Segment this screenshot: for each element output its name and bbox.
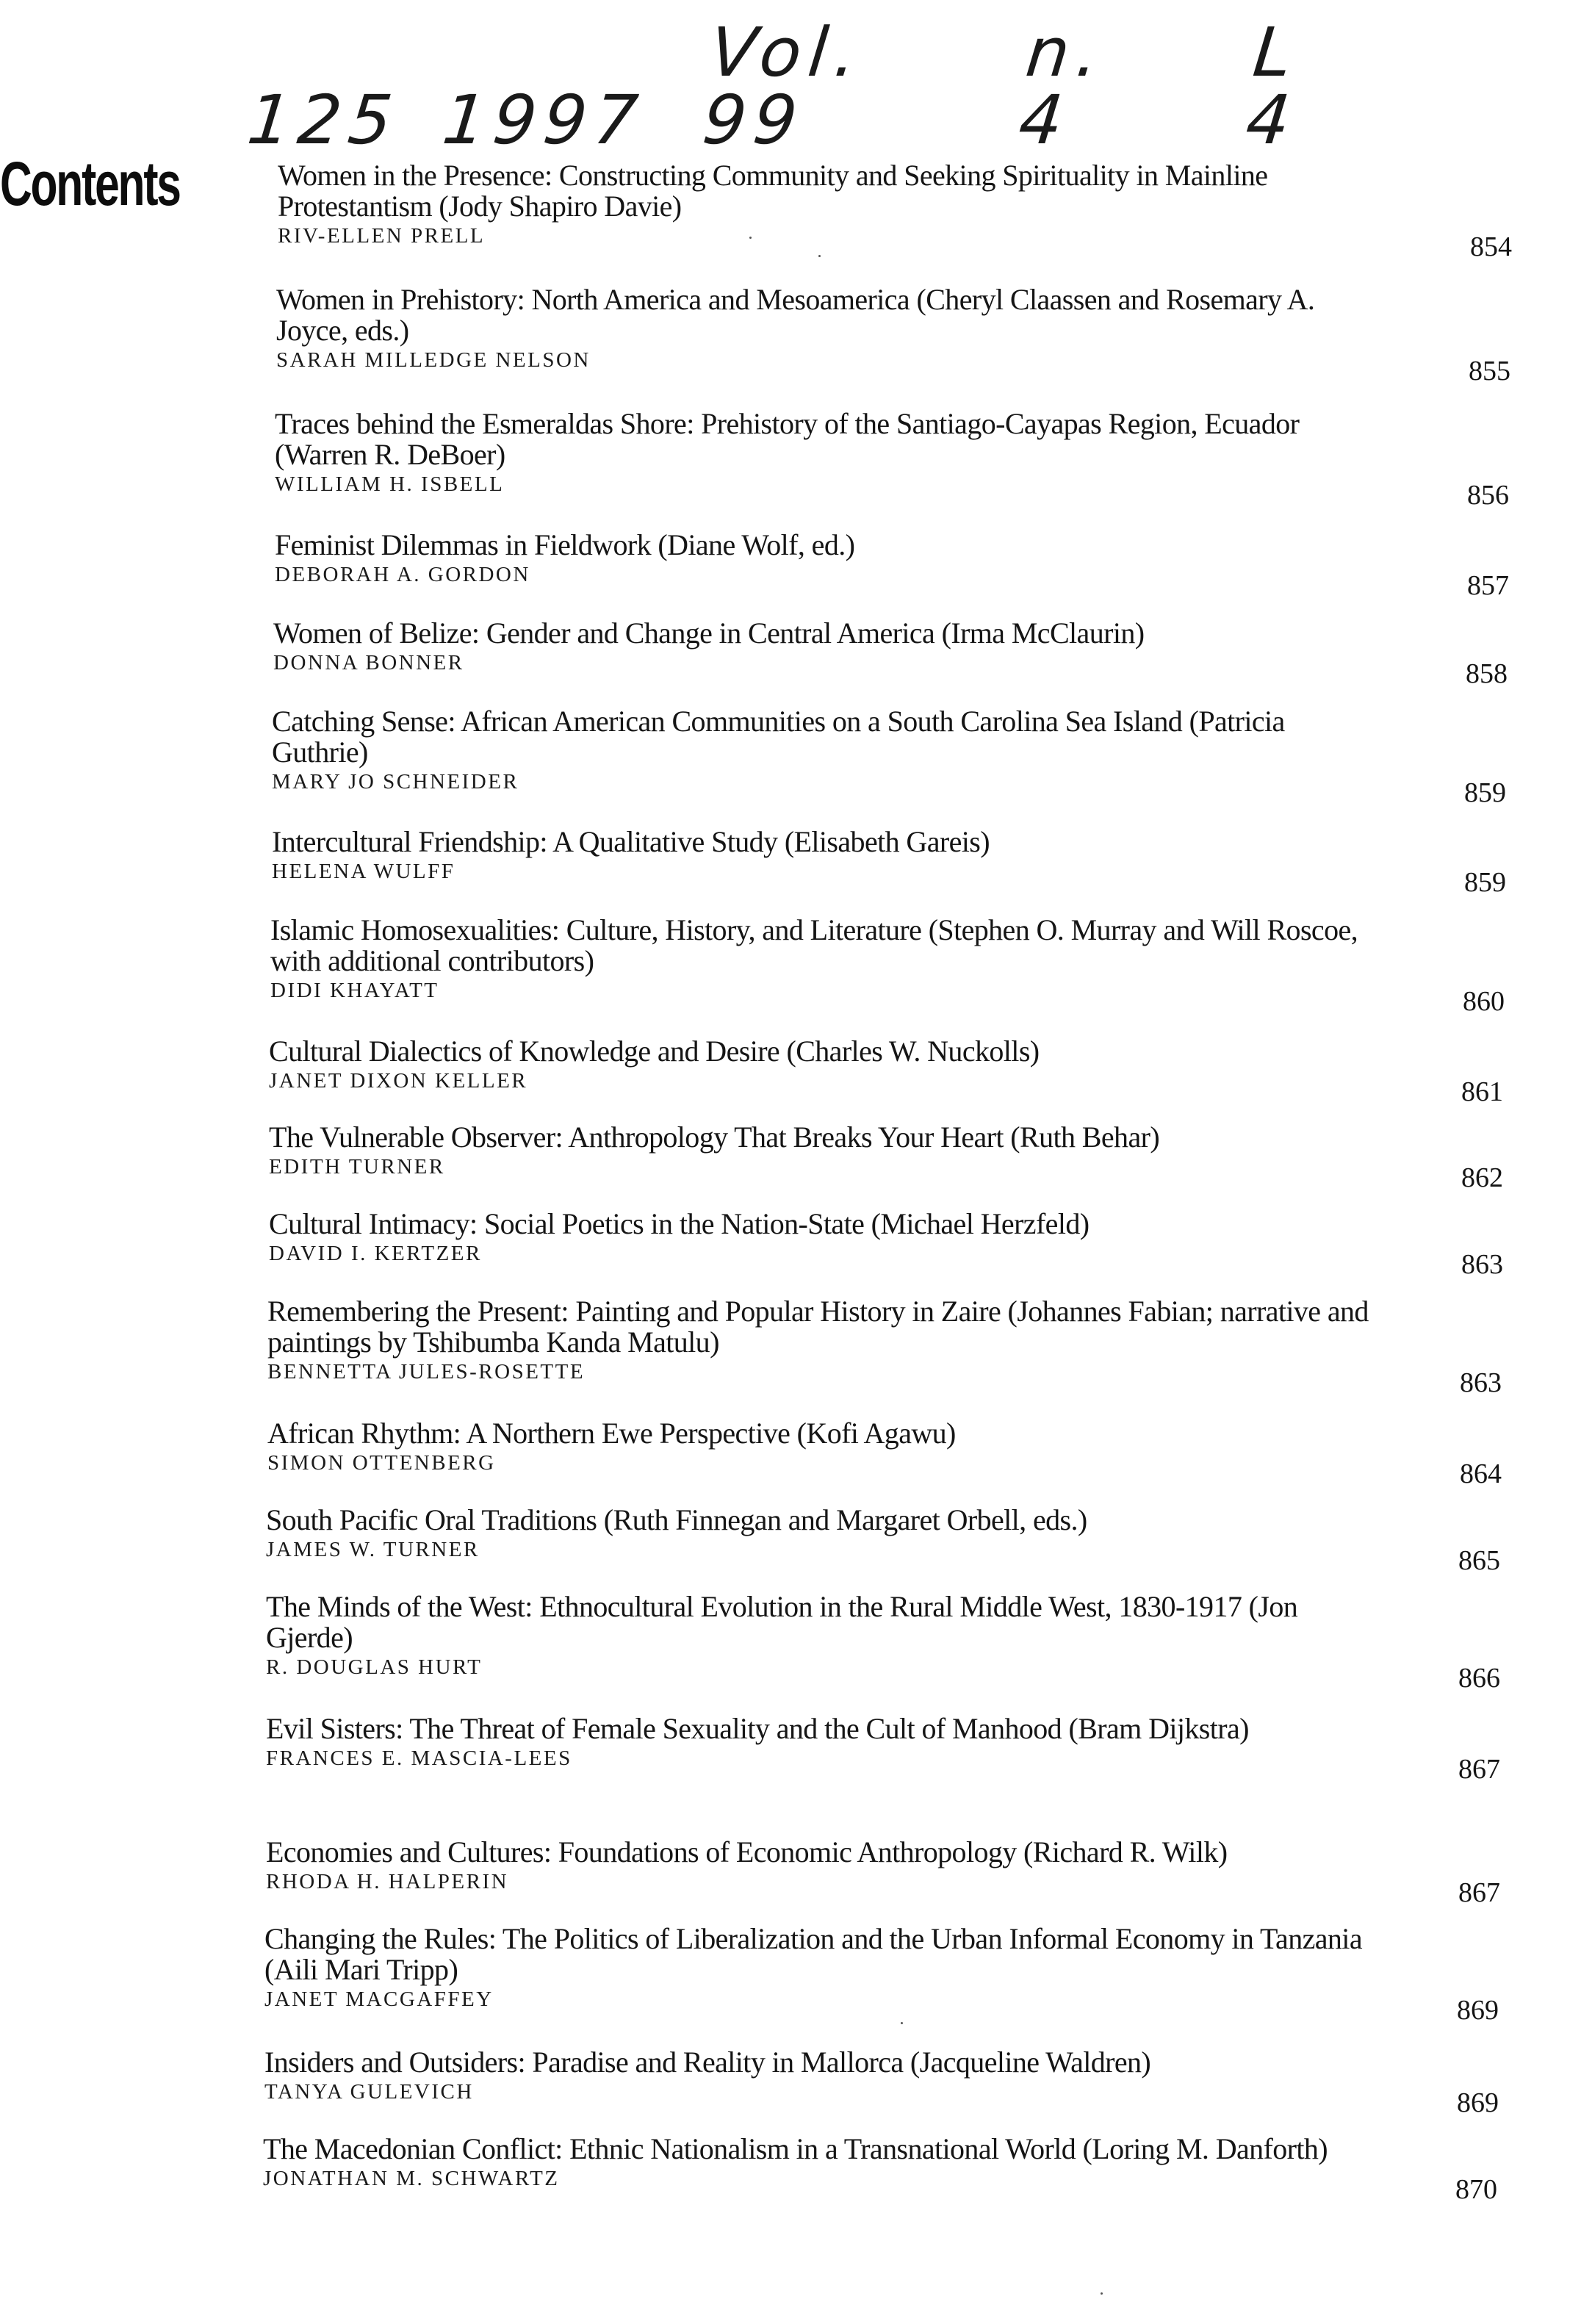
entry-reviewer: SARAH MILLEDGE NELSON [276, 348, 591, 372]
entry-page-number: 867 [1458, 1877, 1500, 1908]
paper-speck [818, 255, 821, 257]
entry-page-number: 855 [1469, 356, 1510, 386]
entry-reviewer: TANYA GULEVICH [264, 2080, 474, 2104]
entry-title: Economies and Cultures: Foundations of Economic Anthropology (Richard R. Wilk) [266, 1835, 1228, 1868]
entry-title: Cultural Dialectics of Knowledge and Desire (Charles W. Nuckolls) [269, 1035, 1040, 1068]
handwritten-note-part: 125 [243, 81, 403, 159]
entry-reviewer: MARY JO SCHNEIDER [272, 770, 519, 794]
contents-entry [266, 1590, 1500, 1694]
contents-heading: Contents [0, 149, 180, 218]
handwritten-note-part: 1997 [439, 81, 649, 159]
entry-reviewer: JANET DIXON KELLER [269, 1069, 528, 1093]
contents-entry [273, 616, 1508, 689]
entry-title: The Vulnerable Observer: Anthropology That Breaks Your Heart (Ruth Behar) [269, 1120, 1160, 1154]
contents-entry [264, 2046, 1499, 2118]
entry-page-number: 870 [1455, 2174, 1497, 2205]
entry-page-number: 864 [1460, 1458, 1502, 1489]
entry-page-number: 865 [1458, 1545, 1500, 1576]
entry-page-number: 856 [1467, 480, 1509, 511]
entry-title: Insiders and Outsiders: Paradise and Reality in Mallorca (Jacqueline Waldren) [264, 2046, 1151, 2079]
contents-entry [272, 705, 1506, 808]
entry-page-number: 867 [1458, 1754, 1500, 1785]
entry-title: South Pacific Oral Traditions (Ruth Finnegan and Margaret Orbell, eds.) [266, 1503, 1087, 1536]
paper-speck [1101, 2292, 1103, 2295]
contents-entry [272, 825, 1506, 898]
entry-page-number: 869 [1457, 2087, 1499, 2118]
contents-entry [263, 2132, 1497, 2205]
contents-entry [278, 159, 1512, 262]
paper-speck [901, 2022, 903, 2024]
entry-title: Traces behind the Esmeraldas Shore: Prehistory of the Santiago-Cayapas Region, Ecuador (Warren R. DeBoer) [275, 407, 1300, 471]
contents-entry [269, 1120, 1503, 1193]
entry-reviewer: EDITH TURNER [269, 1155, 445, 1179]
entry-reviewer: SIMON OTTENBERG [267, 1451, 496, 1475]
entry-page-number: 859 [1464, 867, 1506, 898]
entry-page-number: 858 [1466, 658, 1508, 689]
entry-title: Feminist Dilemmas in Fieldwork (Diane Wolf, ed.) [275, 528, 855, 561]
entry-title: Women in the Presence: Constructing Community and Seeking Spirituality in Mainline Protestantism (Jody Shapiro Davie) [278, 159, 1268, 223]
entry-page-number: 863 [1461, 1249, 1503, 1280]
contents-entry [276, 283, 1510, 386]
entry-title: Changing the Rules: The Politics of Liberalization and the Urban Informal Economy in Tanzania (Aili Mari Tripp) [264, 1922, 1362, 1986]
entry-reviewer: R. DOUGLAS HURT [266, 1655, 483, 1679]
entry-title: The Macedonian Conflict: Ethnic Nationalism in a Transnational World (Loring M. Danforth) [263, 2132, 1328, 2165]
entry-page-number: 863 [1460, 1367, 1502, 1398]
entry-reviewer: HELENA WULFF [272, 860, 455, 883]
entry-reviewer: RHODA H. HALPERIN [266, 1870, 509, 1893]
entry-reviewer: JAMES W. TURNER [266, 1538, 480, 1561]
handwritten-note-part: Vol. 99 [699, 13, 868, 159]
entry-title: Cultural Intimacy: Social Poetics in the Nation-State (Michael Herzfeld) [269, 1207, 1090, 1240]
paper-speck [749, 237, 752, 239]
entry-page-number: 861 [1461, 1076, 1503, 1107]
contents-entry [264, 1922, 1499, 2026]
entry-reviewer: DEBORAH A. GORDON [275, 563, 530, 586]
contents-entry [267, 1295, 1502, 1398]
entry-page-number: 859 [1464, 777, 1506, 808]
contents-entry [266, 1503, 1500, 1576]
entry-reviewer: DIDI KHAYATT [270, 979, 439, 1002]
entry-page-number: 866 [1458, 1663, 1500, 1694]
handwritten-note [243, 13, 1358, 159]
contents-entry [266, 1712, 1500, 1785]
entry-reviewer: BENNETTA JULES-ROSETTE [267, 1360, 586, 1384]
entry-title: Remembering the Present: Painting and Popular History in Zaire (Johannes Fabian; narrative and paintings by Tshibumba Kanda Matulu) [267, 1295, 1369, 1359]
entry-page-number: 869 [1457, 1995, 1499, 2026]
entry-page-number: 862 [1461, 1162, 1503, 1193]
entry-reviewer: RIV-ELLEN PRELL [278, 224, 486, 248]
contents-entry [270, 913, 1505, 1017]
contents-entry [266, 1835, 1500, 1908]
contents-entry [269, 1035, 1503, 1107]
entry-page-number: 854 [1470, 231, 1512, 262]
entry-title: Women of Belize: Gender and Change in Central America (Irma McClaurin) [273, 616, 1145, 650]
entry-reviewer: JONATHAN M. SCHWARTZ [263, 2167, 560, 2190]
entry-title: Women in Prehistory: North America and Mesoamerica (Cheryl Claassen and Rosemary A. Joyce, eds.) [276, 283, 1315, 347]
entry-reviewer: JANET MACGAFFEY [264, 1987, 494, 2011]
contents-entry [269, 1207, 1503, 1280]
handwritten-note-part: L 4 [1242, 13, 1303, 159]
contents-entry [275, 528, 1509, 601]
contents-entry [267, 1417, 1502, 1489]
entry-title: Evil Sisters: The Threat of Female Sexuality and the Cult of Manhood (Bram Dijkstra) [266, 1712, 1249, 1745]
entry-reviewer: DONNA BONNER [273, 651, 464, 674]
entry-reviewer: DAVID I. KERTZER [269, 1242, 482, 1265]
contents-entry [275, 407, 1509, 511]
entry-reviewer: FRANCES E. MASCIA-LEES [266, 1746, 572, 1770]
entry-title: Islamic Homosexualities: Culture, History, and Literature (Stephen O. Murray and Will Roscoe, with additional contributors) [270, 913, 1358, 977]
entry-title: Intercultural Friendship: A Qualitative Study (Elisabeth Gareis) [272, 825, 990, 858]
entry-page-number: 857 [1467, 570, 1509, 601]
entry-title: Catching Sense: African American Communities on a South Carolina Sea Island (Patricia Guthrie) [272, 705, 1285, 769]
entry-title: The Minds of the West: Ethnocultural Evolution in the Rural Middle West, 1830-1917 (Jon Gjerde) [266, 1590, 1298, 1654]
entry-page-number: 860 [1463, 986, 1505, 1017]
handwritten-note-part: n. 4 [1015, 13, 1110, 159]
entry-reviewer: WILLIAM H. ISBELL [275, 472, 505, 496]
entry-title: African Rhythm: A Northern Ewe Perspective (Kofi Agawu) [267, 1417, 956, 1450]
